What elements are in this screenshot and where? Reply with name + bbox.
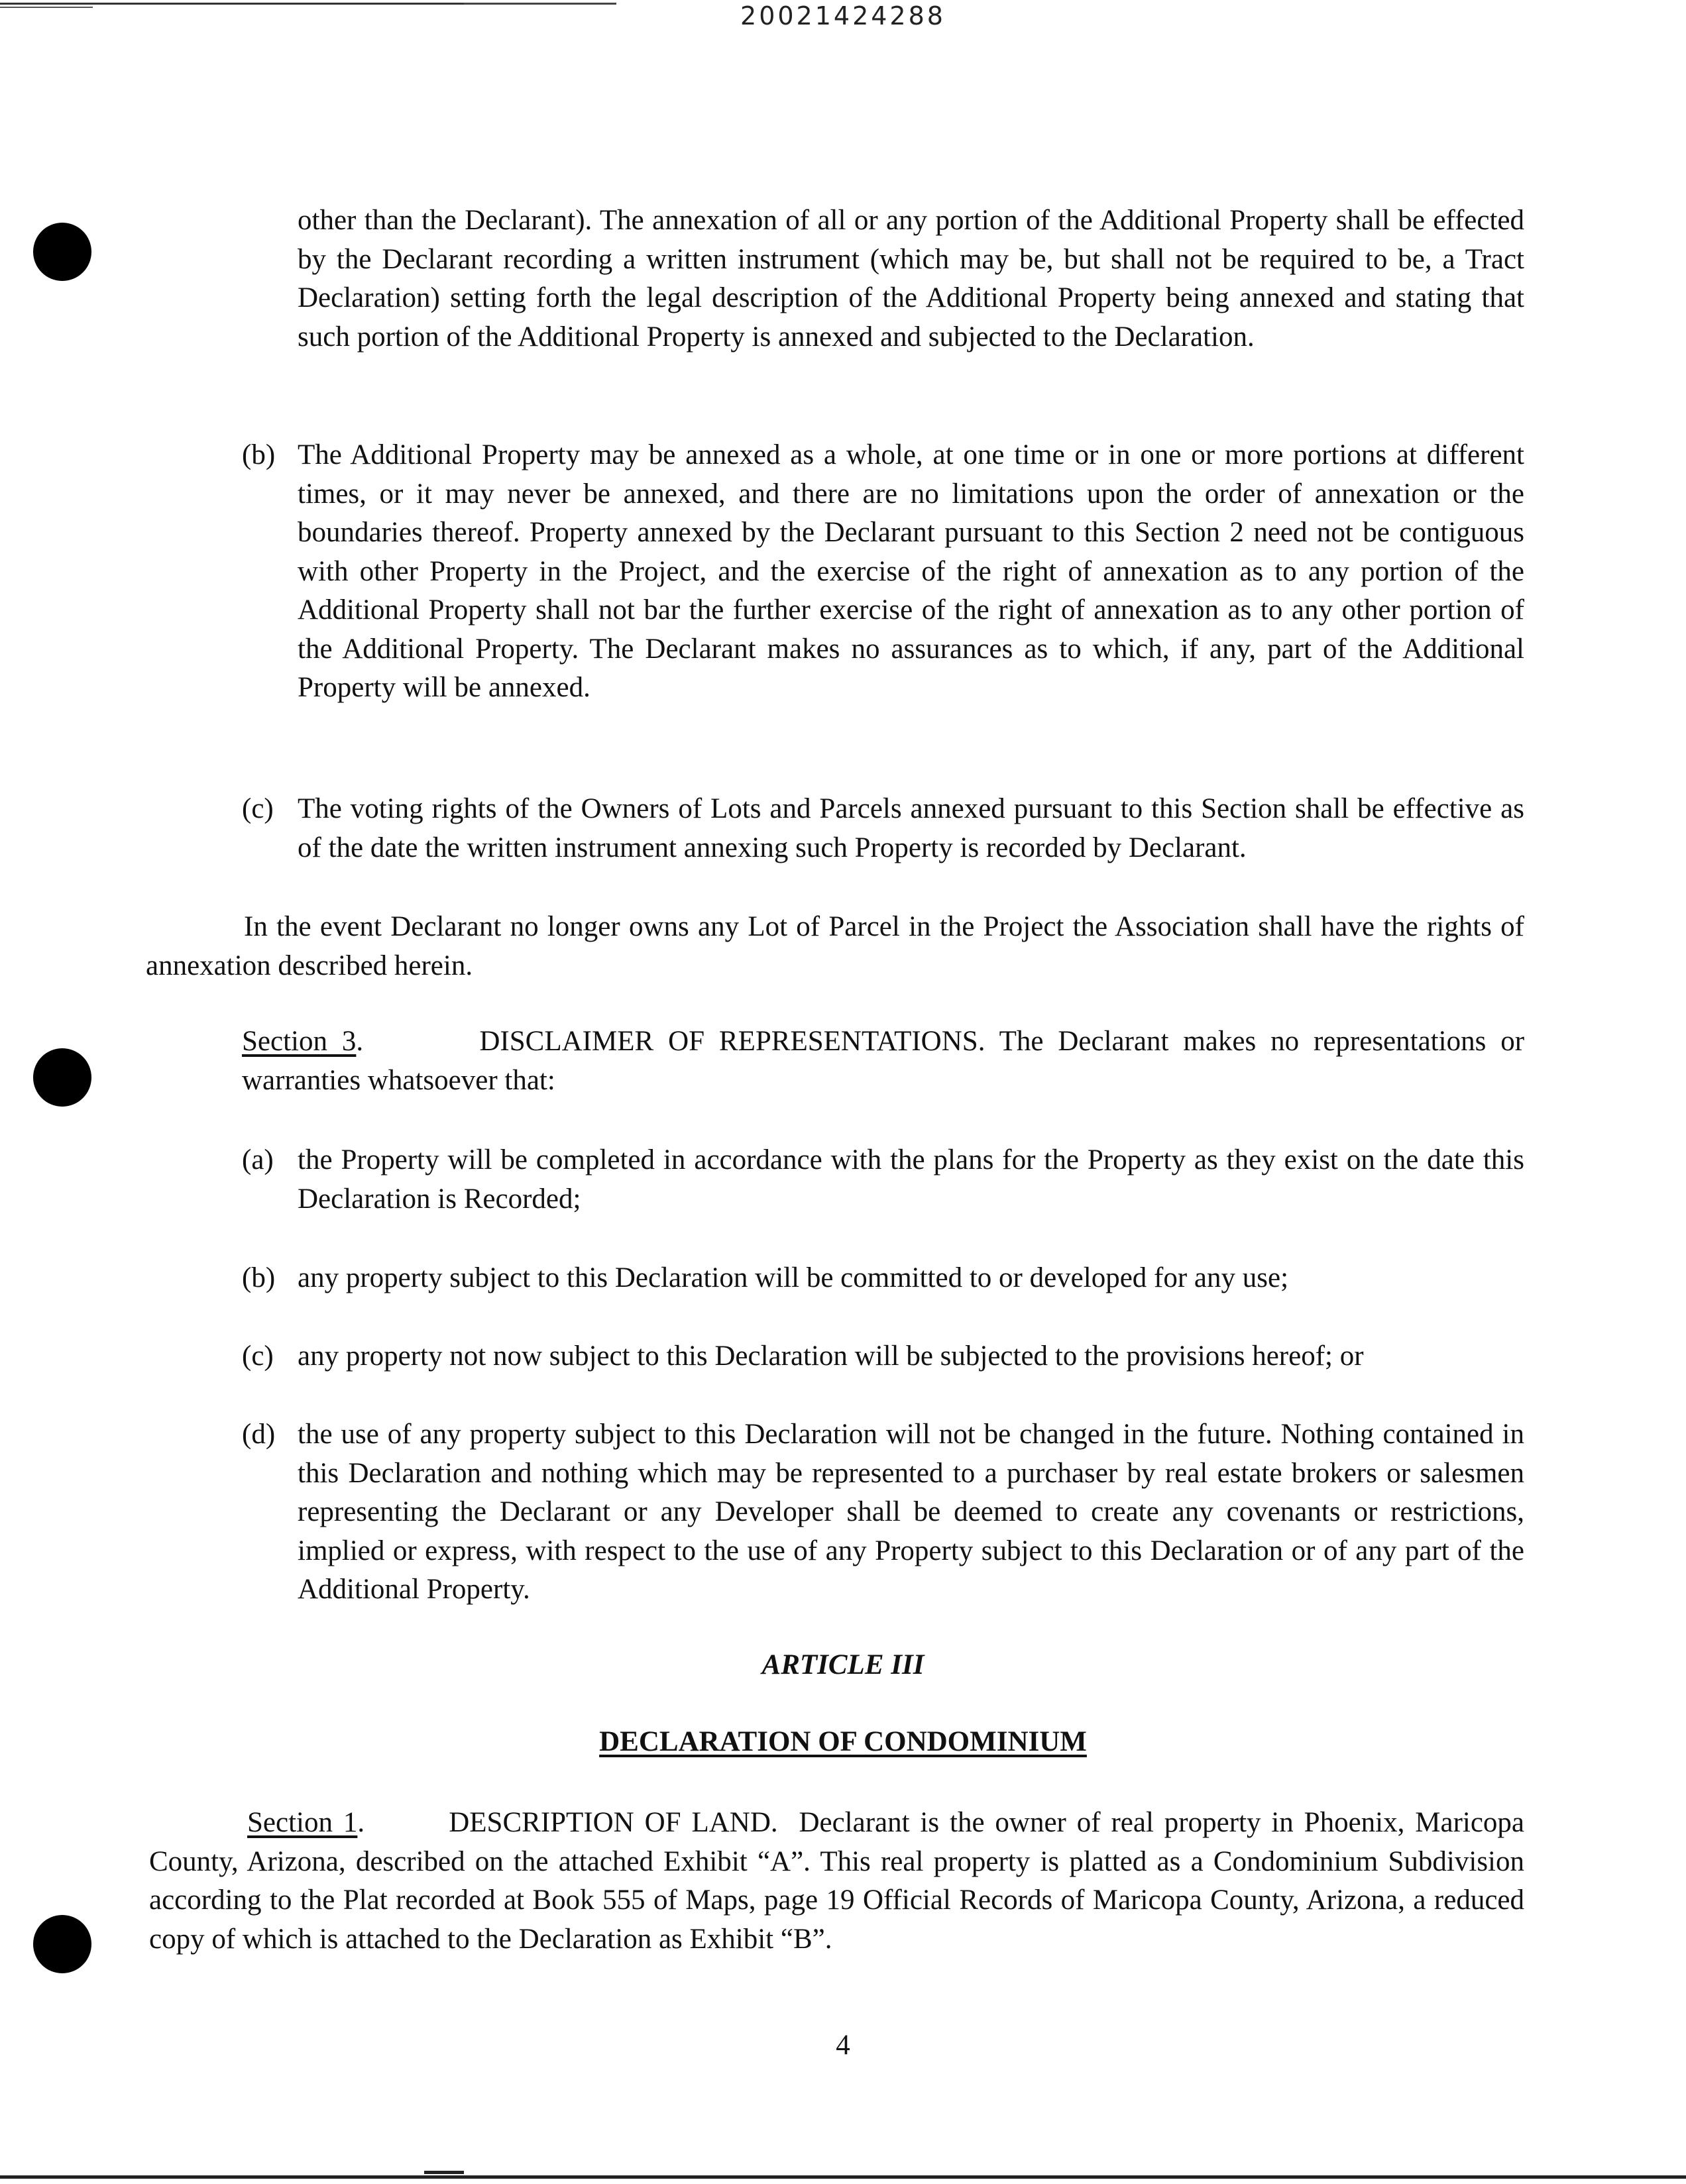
item-label: (b) xyxy=(242,439,276,470)
item-label: (b) xyxy=(242,1262,276,1293)
list-item-c xyxy=(242,1337,1524,1376)
item-text: the Property will be completed in accordance with the plans for the Property as they exist on the date this Declaration is Recorded; xyxy=(298,1144,1524,1215)
continuation-paragraph: other than the Declarant). The annexation of all or any portion of the Additional Property shall be effected by the Declarant recording a written instrument (which may be, but shall not be required to be, a Tract Declaration) setting forth the legal description of the Additional Property being annexed and stating that such portion of the Additional Property is annexed and subjected to the Declaration. xyxy=(298,205,1524,353)
item-text: any property subject to this Declaration will be committed to or developed for any use; xyxy=(298,1262,1289,1293)
section-intro: The Declarant makes no representations or warranties whatsoever that: xyxy=(242,1026,1525,1096)
list-item-a xyxy=(242,1141,1524,1219)
item-text: the use of any property subject to this Declaration will not be changed in the future. Nothing contained in this Declaration and nothing which may be represented to a purchaser by real estate brokers or salesmen representing the Declarant or any Developer shall be deemed to create any covenants or restrictions, implied or express, with respect to the use of any Property subject to this Declaration or of any part of the Additional Property. xyxy=(298,1419,1524,1605)
item-label: (a) xyxy=(242,1144,274,1175)
list-item-b xyxy=(242,1259,1524,1298)
scan-artifact-bottom xyxy=(0,2175,1686,2179)
article3-section1-paragraph: Section 1. DESCRIPTION OF LAND. Declarant is the owner of real property in Phoenix, Maricopa County, Arizona, described on the attached Exhibit “A”. This real property is platted as a Condominium Subdivision according to the Plat recorded at Book 555 of Maps, page 19 Official Records of Maricopa County, Arizona, a reduced copy of which is attached to the Declaration as Exhibit “B”. xyxy=(149,1807,1525,1955)
document-id: 20021424288 xyxy=(740,1,946,30)
punch-hole-bottom xyxy=(33,1915,91,1973)
list-item-d xyxy=(242,1415,1524,1610)
item-label: (d) xyxy=(242,1419,276,1450)
scan-artifact-bottom xyxy=(424,2171,464,2174)
section-title: DESCRIPTION OF LAND. xyxy=(449,1807,778,1838)
item-text: The Additional Property may be annexed as a whole, at one time or in one or more portions at different times, or it may never be annexed, and there are no limitations upon the order of annexation or the boundaries thereof. Property annexed by the Declarant pursuant to this Section 2 need not be contiguous with other Property in the Project, and the exercise of the right of annexation as to any portion of the Additional Property shall not bar the further exercise of the right of annexation as to any other portion of the Additional Property. The Declarant makes no assurances as to which, if any, part of the Additional Property will be annexed. xyxy=(298,439,1524,703)
article-number: ARTICLE III xyxy=(761,1649,925,1680)
section-label: Section 3 xyxy=(242,1026,357,1057)
item-text: The voting rights of the Owners of Lots and Parcels annexed pursuant to this Section shall be effective as of the date the written instrument annexing such Property is recorded by Declarant. xyxy=(298,793,1524,863)
punch-hole-middle xyxy=(33,1048,91,1107)
punch-hole-top xyxy=(33,223,91,281)
section-text: Declarant is the owner of real property in Phoenix, Maricopa County, Arizona, described on the attached Exhibit “A”. This real property is platted as a Condominium Subdivision according to the Plat recorded at Book 555 of Maps, page 19 Official Records of Maricopa County, Arizona, a reduced copy of which is attached to the Declaration as Exhibit “B”. xyxy=(149,1807,1525,1955)
section-label: Section 1 xyxy=(247,1807,358,1838)
article-title: DECLARATION OF CONDOMINIUM xyxy=(599,1726,1087,1757)
section3-paragraph: Section 3. DISCLAIMER OF REPRESENTATIONS. The Declarant makes no representations or warranties whatsoever that: xyxy=(242,1026,1525,1096)
article-title-wrap xyxy=(0,1725,1686,1758)
list-item-c xyxy=(242,790,1524,867)
list-item-b xyxy=(242,436,1524,708)
item-label: (c) xyxy=(242,1340,274,1372)
section-title: DISCLAIMER OF REPRESENTATIONS. xyxy=(479,1026,985,1057)
page-number: 4 xyxy=(836,2030,850,2061)
association-paragraph: In the event Declarant no longer owns any Lot of Parcel in the Project the Association shall have the rights of annexation described herein. xyxy=(146,911,1524,981)
item-label: (c) xyxy=(242,793,274,824)
item-text: any property not now subject to this Declaration will be subjected to the provisions hereof; or xyxy=(298,1340,1364,1372)
